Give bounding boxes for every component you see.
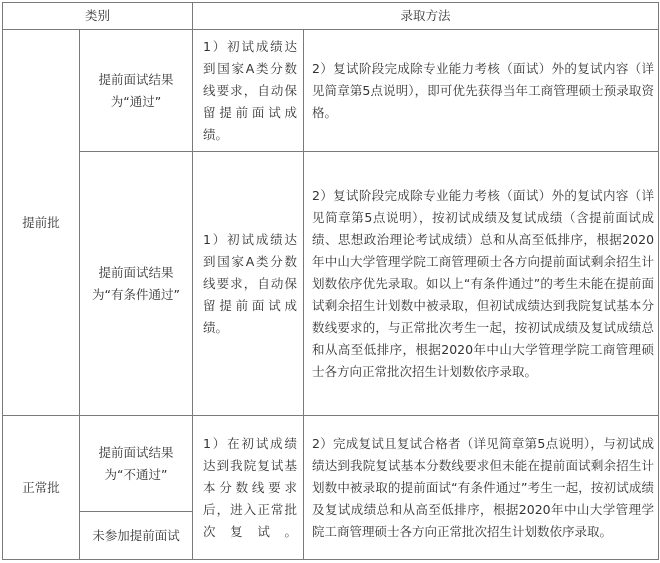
table-row: [3, 416, 659, 512]
header-category: 类别: [3, 3, 193, 30]
type-cell: 提前面试结果为“有条件通过”: [80, 152, 193, 416]
batch-label-normal: 正常批: [3, 416, 80, 560]
initial-score-rule: 1）初试成绩达到国家A类分数线要求，自动保留提前面试成绩。: [193, 152, 304, 416]
type-cell: 未参加提前面试: [80, 512, 193, 560]
table-row: [3, 30, 659, 152]
type-cell: 提前面试结果为“不通过”: [80, 416, 193, 512]
admission-rule: 2）复试阶段完成除专业能力考核（面试）外的复试内容（详见简章第5点说明），即可优先获得当年工商管理硕士预录取资格。: [304, 30, 659, 152]
type-cell: 提前面试结果为“通过”: [80, 30, 193, 152]
initial-score-rule: 1）初试成绩达到国家A类分数线要求，自动保留提前面试成绩。: [193, 30, 304, 152]
admission-rule: 2）复试阶段完成除专业能力考核（面试）外的复试内容（详见简章第5点说明），按初试成绩及复试成绩（含提前面试成绩、思想政治理论考试成绩）总和从高至低排序，根据2020年中山大学管理学院工商管理硕士各方向提前面试剩余招生计划数依序优先录取。如以上“有条件通过”的考生未能在提前面试剩余招生计划数中被录取，但初试成绩达到我院复试基本分数线要求的，与正常批次考生一起，按初试成绩及复试成绩总和从高至低排序，根据2020年中山大学管理学院工商管理硕士各方向正常批次招生计划数依序录取。: [304, 152, 659, 416]
table-row: [3, 152, 659, 416]
table-header-row: [3, 3, 659, 30]
initial-score-rule: 1）在初试成绩达到我院复试基本分数线要求后，进入正常批次复试。: [193, 416, 304, 560]
admission-rule: 2）完成复试且复试合格者（详见简章第5点说明），与初试成绩达到我院复试基本分数线要求但未能在提前面试剩余招生计划数中被录取的提前面试“有条件通过”考生一起，按初试成绩及复试成绩总和从高至低排序，根据2020年中山大学管理学院工商管理硕士各方向正常批次招生计划数依序录取。: [304, 416, 659, 560]
admission-method-table: [2, 2, 659, 560]
header-method: 录取方法: [193, 3, 659, 30]
batch-label-early: 提前批: [3, 30, 80, 416]
